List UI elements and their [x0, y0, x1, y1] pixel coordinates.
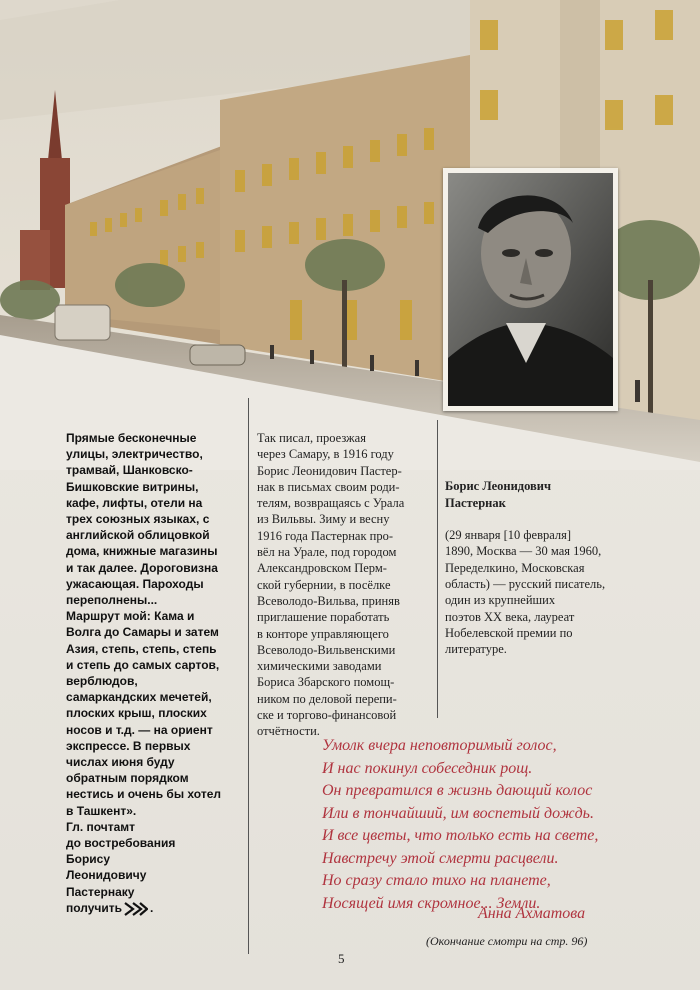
pasternak-portrait-image: [448, 173, 613, 406]
letter-end-mark: .: [150, 900, 154, 915]
portrait-photo: [443, 168, 618, 411]
biography-text: (29 января [10 февраля] 1890, Москва — 30 мая 1960, Переделкино, Московская область) — русский писатель, один из крупнейших поэтов XX века, лауреат Нобелевской премии по литературе.: [445, 528, 606, 657]
middle-column-text: Так писал, проезжая через Самару, в 1916 году Борис Леонидович Пастер- нак в письмах своим роди- телям, возвращаясь с Урала из Вильвы. Зиму и весну 1916 года Пастернак про- вёл на Урале, под городом Александровском Перм- ской губернии, в посёлке Всеволодо-Вильва, приняв приглашение поработать в конторе управляющего Всеволодо-Вильвенскими химическими заводами Бориса Збарского помощ- ником по деловой перепи- ске и торгово-финансовой отчётности.: [257, 431, 405, 739]
continuation-note: (Окончание смотри на стр. 96): [426, 934, 588, 948]
column-divider-left: [248, 398, 249, 954]
column-divider-right: [437, 420, 438, 718]
page-number: 5: [338, 951, 345, 966]
double-chevron-right-icon: [124, 902, 148, 916]
left-column: [66, 430, 246, 916]
poem-text: Умолк вчера неповторимый голос, И нас покинул собеседник рощ. Он превратился в жизнь дающий колос Или в тончайший, им воспетый дождь. И все цветы, что только есть на свете, Навстречу этой смерти расцвели. Но сразу стало тихо на планете, Носящей имя скромное... Земли.: [322, 737, 599, 912]
right-column: [445, 462, 630, 658]
biography-name: Борис Леонидович Пастернак: [445, 479, 552, 510]
letter-quote-text: Прямые бесконечные улицы, электричество, трамвай, Шанковско- Бишковские витрины, кафе, лифты, отели на трех союзных языках, с английской облицовкой дома, книжные магазины и так далее. Дороговизна ужасающая. Пароходы переполнены... Маршрут мой: Кама и Волга до Самары и затем Азия, степь, степь, степь и степь до самых сартов, верблюдов, самаркандских мечетей, плоских крыш, плоских носов и т.д. — на ориент экспрессе. В первых числах июня буду обратным порядком нестись и очень бы хотел в Ташкент». Гл. почтамт до востребования Борису Леонидовичу Пастернаку получить: [66, 431, 221, 915]
poem-author: Анна Ахматова: [478, 905, 586, 922]
